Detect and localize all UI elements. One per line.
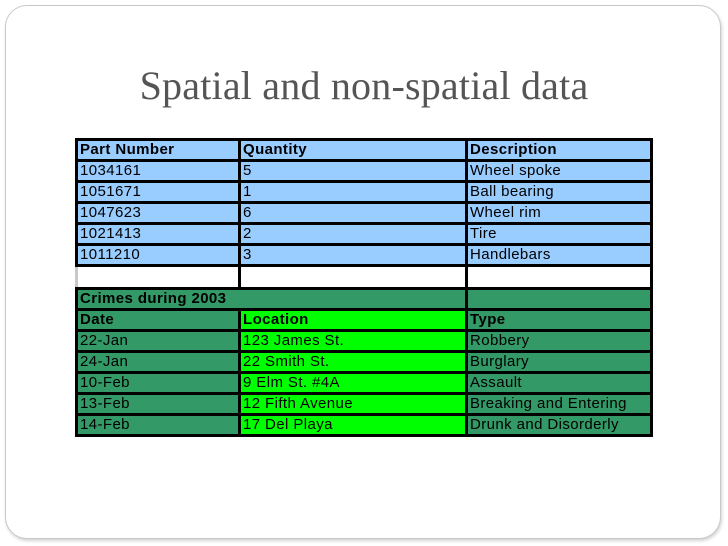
parts-cell: 1 xyxy=(240,182,467,203)
crimes-cell: 24-Jan xyxy=(77,352,240,373)
table-row xyxy=(77,245,652,266)
parts-header-row xyxy=(77,140,652,161)
table-row xyxy=(77,331,652,352)
parts-cell: 1051671 xyxy=(77,182,240,203)
crimes-cell: 9 Elm St. #4A xyxy=(240,373,467,394)
table-row xyxy=(77,203,652,224)
parts-cell: Ball bearing xyxy=(467,182,652,203)
crimes-cell: 13-Feb xyxy=(77,394,240,415)
parts-cell: 1021413 xyxy=(77,224,240,245)
crimes-cell: 10-Feb xyxy=(77,373,240,394)
parts-cell: 5 xyxy=(240,161,467,182)
spacer-row xyxy=(77,266,652,289)
crimes-header-cell: Location xyxy=(240,310,467,331)
parts-cell: Tire xyxy=(467,224,652,245)
table-row xyxy=(77,415,652,436)
table-row xyxy=(77,182,652,203)
table-row xyxy=(77,373,652,394)
crimes-cell: 22-Jan xyxy=(77,331,240,352)
crimes-cell: Robbery xyxy=(467,331,652,352)
table-row xyxy=(77,352,652,373)
slide-title: Spatial and non-spatial data xyxy=(139,63,589,108)
crimes-cell: Assault xyxy=(467,373,652,394)
parts-cell: 2 xyxy=(240,224,467,245)
crimes-header-cell: Date xyxy=(77,310,240,331)
crimes-caption-empty-cell xyxy=(467,289,652,310)
spacer-cell xyxy=(240,266,467,289)
crimes-header-cell: Type xyxy=(467,310,652,331)
crimes-caption: Crimes during 2003 xyxy=(77,289,467,310)
table-row xyxy=(77,224,652,245)
parts-header-cell: Part Number xyxy=(77,140,240,161)
crimes-cell: 123 James St. xyxy=(240,331,467,352)
parts-cell: 1047623 xyxy=(77,203,240,224)
crimes-cell: 22 Smith St. xyxy=(240,352,467,373)
parts-header-cell: Description xyxy=(467,140,652,161)
table-row xyxy=(77,394,652,415)
parts-cell: Wheel rim xyxy=(467,203,652,224)
parts-cell: 3 xyxy=(240,245,467,266)
crimes-cell: Breaking and Entering xyxy=(467,394,652,415)
spacer-cell xyxy=(467,266,652,289)
parts-cell: Wheel spoke xyxy=(467,161,652,182)
data-table xyxy=(75,138,653,437)
parts-cell: Handlebars xyxy=(467,245,652,266)
parts-cell: 6 xyxy=(240,203,467,224)
crimes-cell: 12 Fifth Avenue xyxy=(240,394,467,415)
spacer-cell xyxy=(77,266,240,289)
crimes-cell: Burglary xyxy=(467,352,652,373)
parts-cell: 1034161 xyxy=(77,161,240,182)
parts-cell: 1011210 xyxy=(77,245,240,266)
crimes-header-row xyxy=(77,310,652,331)
crimes-cell: 14-Feb xyxy=(77,415,240,436)
table-row xyxy=(77,161,652,182)
crimes-caption-row xyxy=(77,289,652,310)
crimes-cell: Drunk and Disorderly xyxy=(467,415,652,436)
crimes-cell: 17 Del Playa xyxy=(240,415,467,436)
parts-header-cell: Quantity xyxy=(240,140,467,161)
